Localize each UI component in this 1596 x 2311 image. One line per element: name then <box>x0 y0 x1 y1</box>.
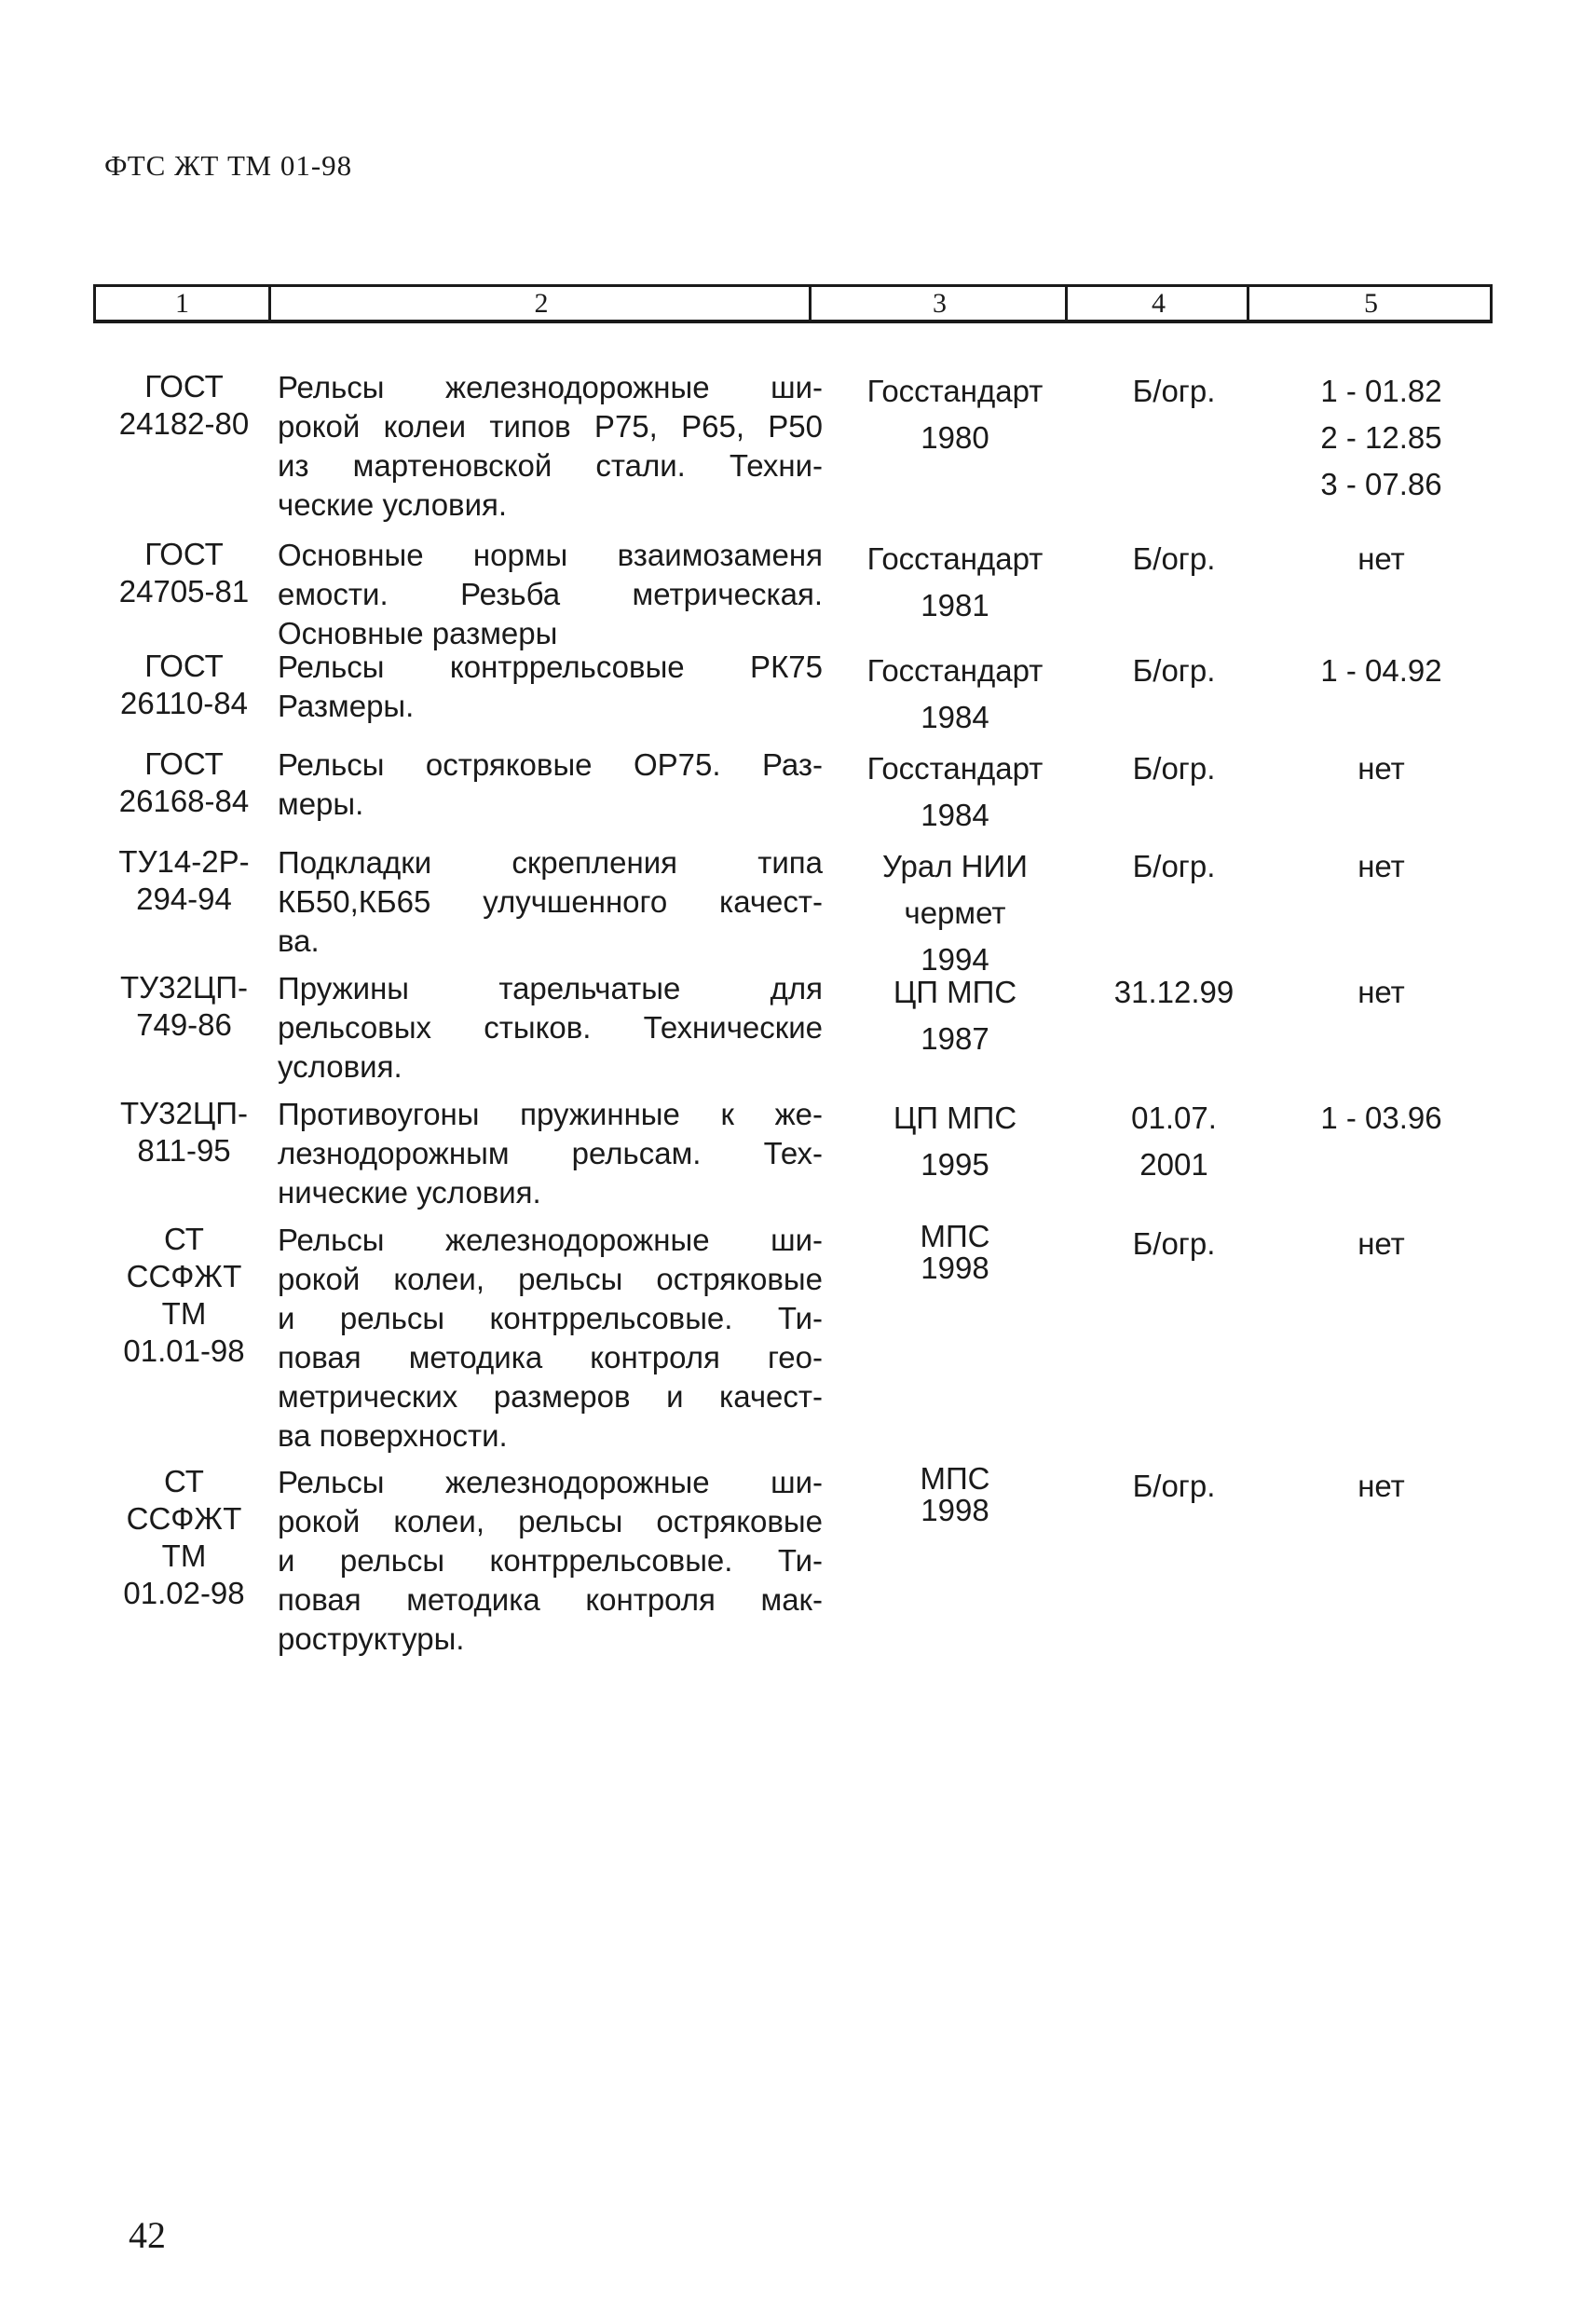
standard-title-line: Подкладки скрепления типа <box>278 845 823 880</box>
standard-code-line: 24182-80 <box>118 406 250 441</box>
standard-code-line: ССФЖТ <box>126 1501 242 1536</box>
standard-title-line: из мартеновской стали. Техни- <box>278 448 823 483</box>
validity-period-line: Б/огр. <box>1132 751 1216 786</box>
document-code: ФТС ЖТ ТМ 01-98 <box>104 149 353 182</box>
standard-code-line: 01.01-98 <box>123 1333 245 1368</box>
standard-title <box>278 969 823 1087</box>
standard-title-line: Основные нормы взаимозаменя <box>278 538 823 572</box>
standard-title-line: лезнодорожным рельсам. Тех- <box>278 1136 823 1170</box>
standard-code-line: 749-86 <box>136 1007 232 1042</box>
standard-title-line: и рельсы контррельсовые. Ти- <box>278 1543 823 1578</box>
standard-title-line: Пружины тарельчатые для <box>278 971 823 1005</box>
validity-period-line: 31.12.99 <box>1113 975 1235 1009</box>
column-header-5: 5 <box>1247 287 1493 320</box>
standard-code <box>102 536 266 610</box>
standard-title-line: повая методика контроля мак- <box>278 1582 823 1617</box>
approving-organization-line: чермет <box>904 896 1006 930</box>
amendments <box>1281 648 1481 694</box>
standard-title-line: условия. <box>278 1049 402 1084</box>
validity-period-line: 2001 <box>1139 1147 1208 1182</box>
standard-code-line: ТМ <box>161 1296 207 1331</box>
standard-title-line: емости. Резьба метрическая. <box>278 577 823 611</box>
standard-title-line: роструктуры. <box>278 1621 465 1656</box>
approving-organization-line: Госстандарт <box>866 751 1044 786</box>
approving-organization-line: 1981 <box>921 588 989 622</box>
approving-organization-line: МПС <box>920 1219 990 1253</box>
standard-title-line: Рельсы железнодорожные ши- <box>278 1223 823 1257</box>
amendments <box>1281 843 1481 890</box>
validity-period-line: Б/огр. <box>1132 374 1216 408</box>
amendments <box>1281 969 1481 1016</box>
amendments-line: нет <box>1357 751 1405 786</box>
standard-title <box>278 843 823 961</box>
approving-organization <box>829 368 1081 461</box>
validity-period <box>1081 843 1267 890</box>
amendments-line: нет <box>1357 541 1405 576</box>
validity-period <box>1081 368 1267 415</box>
standard-code <box>102 1463 266 1612</box>
standard-title-line: рокой колеи, рельсы остряковые <box>278 1504 823 1538</box>
column-header-3: 3 <box>809 287 1068 320</box>
amendments-line: 2 - 12.85 <box>1320 420 1442 455</box>
approving-organization-line: 1984 <box>921 798 989 832</box>
standard-code <box>102 368 266 443</box>
validity-period-line: Б/огр. <box>1132 1469 1216 1503</box>
approving-organization <box>829 648 1081 741</box>
amendments <box>1281 536 1481 582</box>
standard-code-line: ГОСТ <box>144 369 224 403</box>
approving-organization-line: ЦП МПС <box>893 975 1017 1009</box>
standard-code <box>102 1095 266 1169</box>
standard-title <box>278 648 823 726</box>
validity-period-line: Б/огр. <box>1132 1226 1216 1261</box>
standard-code-line: ГОСТ <box>144 649 224 683</box>
validity-period-line: Б/огр. <box>1132 653 1216 688</box>
standard-code-line: ТУ14-2Р- <box>118 844 250 879</box>
standard-title-line: Размеры. <box>278 689 415 723</box>
approving-organization-line: 1998 <box>921 1251 989 1285</box>
standard-code-line: 811-95 <box>137 1133 231 1168</box>
standard-code <box>102 648 266 722</box>
approving-organization-line: 1998 <box>921 1493 989 1527</box>
amendments-line: нет <box>1357 849 1405 883</box>
approving-organization <box>829 1463 1081 1526</box>
validity-period <box>1081 536 1267 582</box>
amendments <box>1281 1463 1481 1510</box>
standard-title <box>278 1463 823 1659</box>
standard-title <box>278 745 823 824</box>
standard-code-line: ТМ <box>161 1538 207 1573</box>
approving-organization-line: Урал НИИ <box>882 849 1028 883</box>
validity-period-line: 01.07. <box>1131 1101 1217 1135</box>
amendments <box>1281 745 1481 792</box>
validity-period <box>1081 969 1267 1016</box>
approving-organization <box>829 1221 1081 1284</box>
approving-organization-line: 1987 <box>921 1021 989 1056</box>
standard-title <box>278 368 823 525</box>
page-number: 42 <box>129 2214 166 2256</box>
approving-organization-line: 1995 <box>921 1147 989 1182</box>
approving-organization-line: Госстандарт <box>866 541 1044 576</box>
column-number-header <box>93 284 1493 323</box>
standard-code-line: ТУ32ЦП- <box>120 970 248 1005</box>
standard-title-line: рокой колеи типов Р75, Р65, Р50 <box>278 409 823 444</box>
amendments <box>1281 1095 1481 1142</box>
standard-code-line: 26168-84 <box>118 784 250 818</box>
amendments <box>1281 368 1481 508</box>
amendments-line: 1 - 01.82 <box>1320 374 1442 408</box>
standard-code-line: ГОСТ <box>144 746 224 781</box>
standard-title-line: ческие условия. <box>278 487 508 522</box>
standard-code-line: 24705-81 <box>118 574 250 609</box>
standard-code-line: СТ <box>164 1464 204 1498</box>
amendments-line: нет <box>1357 975 1405 1009</box>
approving-organization-line: МПС <box>920 1461 990 1496</box>
standard-title-line: нические условия. <box>278 1175 541 1210</box>
column-header-4: 4 <box>1065 287 1249 320</box>
approving-organization <box>829 536 1081 629</box>
standard-title-line: ва поверхности. <box>278 1418 508 1453</box>
approving-organization-line: Госстандарт <box>866 653 1044 688</box>
standard-title-line: повая методика контроля гео- <box>278 1340 823 1374</box>
validity-period-line: Б/огр. <box>1132 541 1216 576</box>
standard-code <box>102 1221 266 1370</box>
amendments-line: нет <box>1357 1469 1405 1503</box>
approving-organization-line: ЦП МПС <box>893 1101 1017 1135</box>
standard-title <box>278 536 823 653</box>
amendments-line: нет <box>1357 1226 1405 1261</box>
approving-organization-line: Госстандарт <box>866 374 1044 408</box>
standard-code <box>102 969 266 1044</box>
standard-code <box>102 843 266 918</box>
standard-title <box>278 1095 823 1212</box>
standard-title <box>278 1221 823 1456</box>
standard-code-line: СТ <box>164 1222 204 1256</box>
standard-code <box>102 745 266 820</box>
standard-title-line: рельсовых стыков. Технические <box>278 1010 823 1045</box>
approving-organization <box>829 745 1081 839</box>
standard-title-line: Рельсы железнодорожные ши- <box>278 1465 823 1499</box>
column-header-2: 2 <box>268 287 812 320</box>
amendments-line: 1 - 04.92 <box>1320 653 1442 688</box>
standard-title-line: и рельсы контррельсовые. Ти- <box>278 1301 823 1335</box>
standard-title-line: метрических размеров и качест- <box>278 1379 823 1414</box>
amendments <box>1281 1221 1481 1267</box>
approving-organization <box>829 843 1081 983</box>
standard-code-line: ТУ32ЦП- <box>120 1096 248 1130</box>
standard-title-line: ва. <box>278 923 320 958</box>
column-header-1: 1 <box>175 287 189 319</box>
standard-title-line: Противоугоны пружинные к же- <box>278 1097 823 1131</box>
standard-code-line: ГОСТ <box>144 537 224 571</box>
amendments-line: 1 - 03.96 <box>1320 1101 1442 1135</box>
standard-code-line: 294-94 <box>136 882 232 916</box>
amendments-line: 3 - 07.86 <box>1320 467 1442 501</box>
standard-code-line: 26110-84 <box>119 686 248 720</box>
validity-period <box>1081 1095 1267 1188</box>
approving-organization <box>829 1095 1081 1188</box>
validity-period <box>1081 1221 1267 1267</box>
approving-organization <box>829 969 1081 1062</box>
standard-title-line: Рельсы остряковые ОР75. Раз- <box>278 747 823 782</box>
standard-title-line: Рельсы железнодорожные ши- <box>278 370 823 404</box>
standard-title-line: меры. <box>278 786 364 821</box>
standard-title-line: Рельсы контррельсовые РК75 <box>278 650 823 684</box>
approving-organization-line: 1980 <box>921 420 989 455</box>
standard-title-line: рокой колеи, рельсы остряковые <box>278 1262 823 1296</box>
validity-period <box>1081 745 1267 792</box>
validity-period <box>1081 648 1267 694</box>
approving-organization-line: 1984 <box>921 700 989 734</box>
approving-organization-line: 1994 <box>921 942 989 977</box>
standard-code-line: 01.02-98 <box>123 1576 245 1610</box>
standard-code-line: ССФЖТ <box>126 1259 242 1293</box>
validity-period-line: Б/огр. <box>1132 849 1216 883</box>
standard-title-line: КБ50,КБ65 улучшенного качест- <box>278 884 823 919</box>
validity-period <box>1081 1463 1267 1510</box>
standard-title-line: Основные размеры <box>278 616 558 650</box>
